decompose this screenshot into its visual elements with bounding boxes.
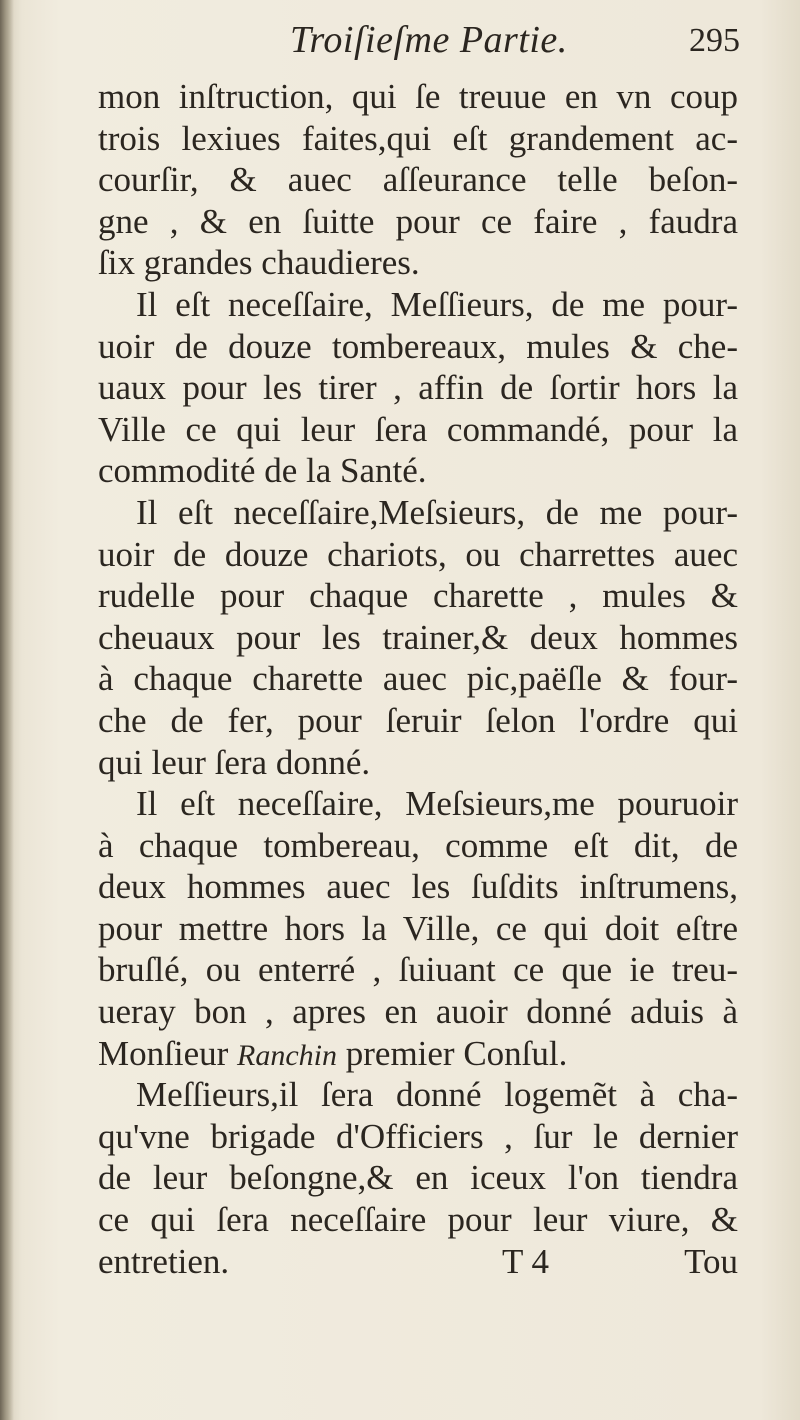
text-line: Il eſt neceſſaire,Meſsieurs, de me pour-: [136, 492, 738, 532]
text-line: bruſlé, ou enterré , ſuiuant ce que ie treu-: [98, 950, 738, 990]
text-line: gne , & en ſuitte pour ce faire , faudra: [98, 201, 738, 241]
text-line: ueray bon , apres en auoir donné aduis à: [98, 992, 738, 1032]
text-line: qui leur ſera donné.: [98, 742, 371, 782]
text-line: uoir de douze chariots, ou charrettes auec: [98, 534, 738, 574]
last-word: entretien.: [98, 1242, 230, 1281]
page-number: 295: [689, 22, 740, 59]
text-line: cheuaux pour les trainer,& deux hommes: [98, 617, 738, 657]
page-footer: [98, 1241, 738, 1283]
text-line: Ville ce qui leur ſera commandé, pour la: [98, 409, 738, 449]
text-line: à chaque charette auec pic,paëſle & four-: [98, 659, 738, 699]
footer-line: [98, 1241, 738, 1283]
signature-mark: T 4: [502, 1242, 549, 1281]
text-line-part: premier Conſul.: [345, 1033, 568, 1073]
text-line: de leur beſongne,& en iceux l'on tiendra: [98, 1158, 738, 1198]
text-line: commodité de la Santé.: [98, 451, 427, 491]
text-line: Il eſt neceſſaire, Meſsieurs,me pouruoir: [136, 784, 738, 824]
text-line: courſir, & auec aſſeurance telle beſon-: [98, 160, 738, 200]
catchword: Tou: [684, 1242, 738, 1281]
text-line: qu'vne brigade d'Officiers , ſur le dernier: [98, 1116, 738, 1156]
text-line: uoir de douze tombereaux, mules & che-: [98, 326, 738, 366]
text-line: Il eſt neceſſaire, Meſſieurs, de me pour-: [136, 284, 738, 324]
text-line: [98, 1033, 738, 1075]
text-line: pour mettre hors la Ville, ce qui doit eſtre: [98, 908, 738, 948]
text-line: à chaque tombereau, comme eſt dit, de: [98, 825, 738, 865]
body-text: [98, 76, 738, 1241]
text-line: che de fer, pour ſeruir ſelon l'ordre qui: [98, 700, 738, 740]
page-header: [100, 18, 740, 70]
text-line: Meſſieurs,il ſera donné logemẽt à cha-: [136, 1075, 738, 1115]
text-line: deux hommes auec les ſuſdits inſtrumens,: [98, 867, 738, 907]
running-title: Troiſieſme Partie.: [290, 19, 568, 61]
text-line: trois lexiues faites,qui eſt grandement ac-: [98, 118, 738, 158]
text-line: uaux pour les tirer , affin de ſortir hors la: [98, 368, 738, 408]
text-line: mon inſtruction, qui ſe treuue en vn coup: [98, 77, 738, 116]
proper-name: Ranchin: [237, 1038, 337, 1072]
page-gutter-shadow: [0, 0, 14, 1420]
text-line-part: Monſieur: [98, 1033, 229, 1073]
text-line: rudelle pour chaque charette , mules &: [98, 576, 738, 616]
text-line: ſix grandes chaudieres.: [98, 243, 420, 283]
text-line: ce qui ſera neceſſaire pour leur viure, &: [98, 1200, 738, 1240]
